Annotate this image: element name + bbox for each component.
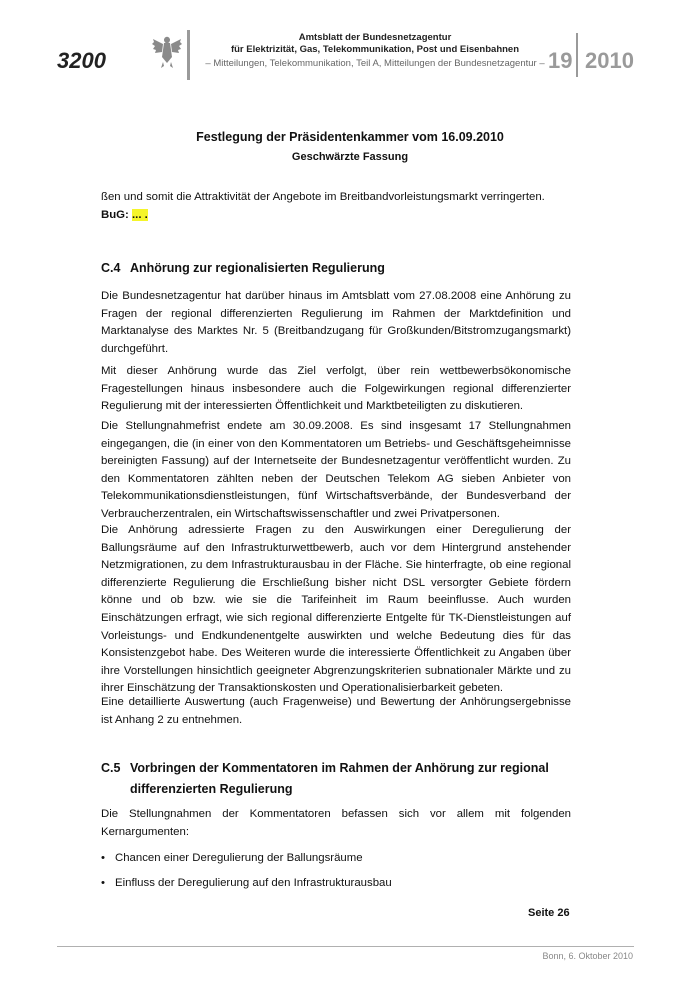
paragraph: Die Anhörung adressierte Fragen zu den Auswirkungen einer Deregulierung der Ballungsräume auf den Infrastrukturwettbewerb, auch vor dem Hintergrund anstehender Netzmigrationen, zu dem Infrastrukturausbau in der Fläche. Sie hinterfragte, ob eine regional differenzierte Regulierung die Erschließung bisher nicht DSL versorgter Gebiete fördern könne und ob bzw. wie sie die Tarifeinheit im Raum beeinflusse. Auch wurden Einschätzungen erfragt, wie sich regional differenzierte Entgelte für TK-Dienstleistungen auf Vorleistungs- und Endkundenentgelte auswirkten und welche Bedeutung dies für das Konsistenzgebot habe. Des Weiteren wurde die interessierte Öffentlichkeit zu Angaben über ihre Vorstellungen hinsichtlich geeigneter Abgrenzungskriterien subnationaler Märkte und zu ihrer Einschätzung der Transaktionskosten und Operationalisierbarkeit gebeten. xyxy=(101,524,571,695)
header-divider xyxy=(187,30,190,80)
bullet-icon: • xyxy=(101,852,105,864)
section-c4-heading xyxy=(101,258,385,279)
list-item xyxy=(101,852,363,864)
intro-text: ßen und somit die Attraktivität der Angebote im Breitbandvorleistungsmarkt verringerten. xyxy=(101,191,545,203)
gazette-title xyxy=(200,32,550,56)
paragraph: Mit dieser Anhörung wurde das Ziel verfolgt, über rein wettbewerbsökonomische Fragestellungen hinaus insbesondere auch die Folgewirkungen regional differenzierter Regulierung mit der interessierten Öffentlichkeit und Marktbeteiligten zu diskutieren. xyxy=(101,365,571,413)
list-item xyxy=(101,877,392,889)
redacted-mark: ... . xyxy=(132,208,148,221)
section-c5-heading xyxy=(101,758,549,800)
issue-divider xyxy=(576,33,578,77)
bullet-icon: • xyxy=(101,877,105,889)
footer-place-date: Bonn, 6. Oktober 2010 xyxy=(542,951,633,961)
footer-divider xyxy=(57,946,634,947)
paragraph: Die Stellungnahmen der Kommentatoren befassen sich vor allem mit folgenden Kernargumenten: xyxy=(101,808,571,838)
gazette-title-line1: Amtsblatt der Bundesnetzagentur xyxy=(298,32,452,43)
document-title: Festlegung der Präsidentenkammer vom 16.09.2010 xyxy=(196,130,504,144)
list-item-text: Einfluss der Deregulierung auf den Infrastrukturausbau xyxy=(115,877,392,889)
paragraph: Die Bundesnetzagentur hat darüber hinaus im Amtsblatt vom 27.08.2008 eine Anhörung zu Fragen der regional differenzierten Regulierung im Rahmen der Marktdefinition und Marktanalyse des Marktes Nr. 5 (Breitbandzugang für Großkunden/Bitstromzugangsmarkt) durchgeführt. xyxy=(101,290,571,355)
paragraph: Die Stellungnahmefrist endete am 30.09.2008. Es sind insgesamt 17 Stellungnahmen eingegangen, die (in einer von den Kommentatoren um Betriebs- und Geschäftsgeheimnisse bereinigten Fassung) auf der Internetseite der Bundesnetzagentur veröffentlicht wurden. Zu den Kommentatoren zählten neben der Deutschen Telekom AG sieben Anbieter von Telekommunikationsdienstleistungen, fünf Wirtschaftsverbände, der Bundesverband der Verbraucherzentralen, ein Wirtschaftswissenschaftler und zwei Privatpersonen. xyxy=(101,420,571,520)
paragraph: Eine detaillierte Auswertung (auch Fragenweise) und Bewertung der Anhörungsergebnisse ist Anhang 2 zu entnehmen. xyxy=(101,696,571,726)
section-title: Anhörung zur regionalisierten Regulierung xyxy=(130,261,385,275)
bug-label: BuG: xyxy=(101,208,129,221)
section-number: C.4 xyxy=(101,261,121,275)
section-title-line1: Vorbringen der Kommentatoren im Rahmen der Anhörung zur regional xyxy=(130,761,549,775)
section-number: C.5 xyxy=(101,761,121,775)
document-subtitle: Geschwärzte Fassung xyxy=(291,151,409,163)
issue-number: 19 xyxy=(548,48,573,73)
page-number: 3200 xyxy=(57,48,106,73)
intro-paragraph xyxy=(101,189,571,224)
gazette-title-line2: für Elektrizität, Gas, Telekommunikation, Post und Eisenbahnen xyxy=(230,44,520,55)
section-title-line2: differenzierten Regulierung xyxy=(130,782,293,796)
federal-eagle-icon xyxy=(151,33,183,69)
list-item-text: Chancen einer Deregulierung der Ballungsräume xyxy=(115,852,363,864)
issue-year: 2010 xyxy=(585,48,634,73)
page-label: Seite 26 xyxy=(528,907,570,919)
gazette-subtitle: – Mitteilungen, Telekommunikation, Teil A, Mitteilungen der Bundesnetzagentur – xyxy=(205,58,545,69)
